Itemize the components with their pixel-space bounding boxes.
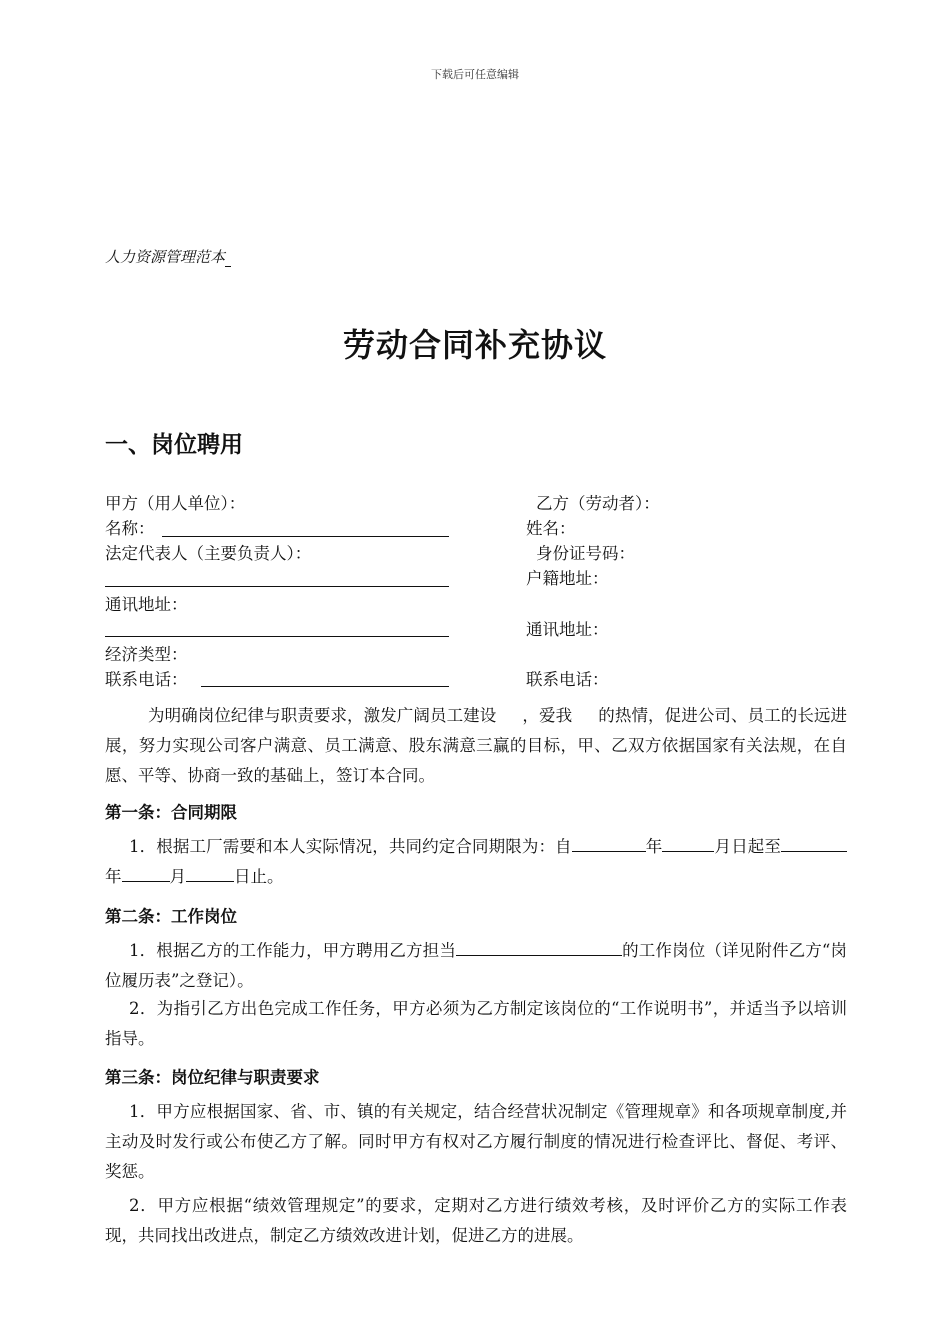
article-2-clause-1a: 1．根据乙方的工作能力，甲方聘用乙方担当 (129, 941, 456, 960)
intro-part-3: 的热情，促进公司、员工的长远进展，努力实现公司客户满意、员工满意、股东满意三赢的目标，甲、乙双方依据国家有关法规，在自愿、平等、协商一致的基础上，签订本合同。 (105, 706, 848, 785)
article-3-clause-2: 2．甲方应根据“绩效管理规定”的要求，定期对乙方进行绩效考核，及时评价乙方的实际工作表现，共同找出改进点，制定乙方绩效改进计划，促进乙方的进展。 (105, 1196, 847, 1245)
brand-text: 人力资源管理范本 (105, 248, 226, 266)
party-b-address-label: 通讯地址： (526, 620, 609, 639)
party-b-id-label: 身份证号码： (536, 544, 635, 563)
article-1-text-end: 日止。 (234, 867, 284, 886)
start-year-label: 年 (645, 837, 663, 856)
end-month-label: 月 (169, 867, 186, 886)
party-a-address-field[interactable] (105, 636, 449, 637)
article-3-title: 第三条：岗位纪律与职责要求 (105, 1068, 320, 1087)
party-a-econ-label: 经济类型： (105, 645, 188, 664)
position-blank[interactable] (456, 937, 622, 956)
party-a-phone-field[interactable] (201, 686, 449, 687)
article-1-text-2: 日起至 (731, 837, 782, 856)
article-1-text-1: 1．根据工厂需要和本人实际情况，共同约定合同期限为：自 (129, 837, 572, 856)
start-month-blank[interactable] (662, 833, 714, 852)
party-a-rep-label: 法定代表人（主要负责人）： (105, 544, 312, 563)
start-month-label: 月 (714, 837, 732, 856)
party-b-household-label: 户籍地址： (526, 569, 609, 588)
party-a-rep-field[interactable] (105, 586, 449, 587)
party-b-heading: 乙方（劳动者）： (536, 494, 660, 513)
end-month-blank[interactable] (122, 863, 170, 882)
intro-part-1: 为明确岗位纪律与职责要求，激发广阔员工建设 (148, 706, 497, 725)
article-1-clause-1 (105, 832, 847, 892)
section-heading: 一、岗位聘用 (105, 432, 243, 458)
end-year-blank[interactable] (781, 833, 847, 852)
end-day-blank[interactable] (186, 863, 234, 882)
article-2-title: 第二条：工作岗位 (105, 907, 237, 926)
document-title: 劳动合同补充协议 (342, 326, 607, 364)
article-2-clause-1 (105, 936, 847, 996)
article-3-clause-1: 1．甲方应根据国家、省、市、镇的有关规定，结合经营状况制定《管理规章》和各项规章制度,并主动及时发行或公布使乙方了解。同时甲方有权对乙方履行制度的情况进行检查评比、督促、考评、奖惩。 (105, 1102, 847, 1181)
party-b-phone-label: 联系电话： (526, 670, 609, 689)
intro-paragraph (105, 701, 847, 791)
article-2-clause-2: 2．为指引乙方出色完成工作任务，甲方必须为乙方制定该岗位的“工作说明书”，并适当予以培训指导。 (105, 999, 847, 1048)
page-header-note: 下载后可任意编辑 (431, 68, 519, 81)
start-year-blank[interactable] (572, 833, 646, 852)
party-a-name-field[interactable] (162, 536, 449, 537)
article-2-clause-1b: 的工作岗位（详见附件乙方“岗位履历表”之登记）。 (105, 941, 848, 990)
party-b-name-label: 姓名： (526, 519, 576, 538)
article-1-title: 第一条：合同期限 (105, 803, 237, 822)
brand-label (105, 246, 231, 267)
party-a-phone-label: 联系电话： (105, 670, 188, 689)
end-year-label: 年 (105, 867, 122, 886)
party-a-heading: 甲方（用人单位）： (105, 494, 246, 513)
party-a-name-label: 名称： (105, 519, 155, 538)
intro-part-2: ，爱我 (522, 706, 573, 725)
party-a-address-label: 通讯地址： (105, 595, 188, 614)
brand-underline (225, 252, 231, 267)
